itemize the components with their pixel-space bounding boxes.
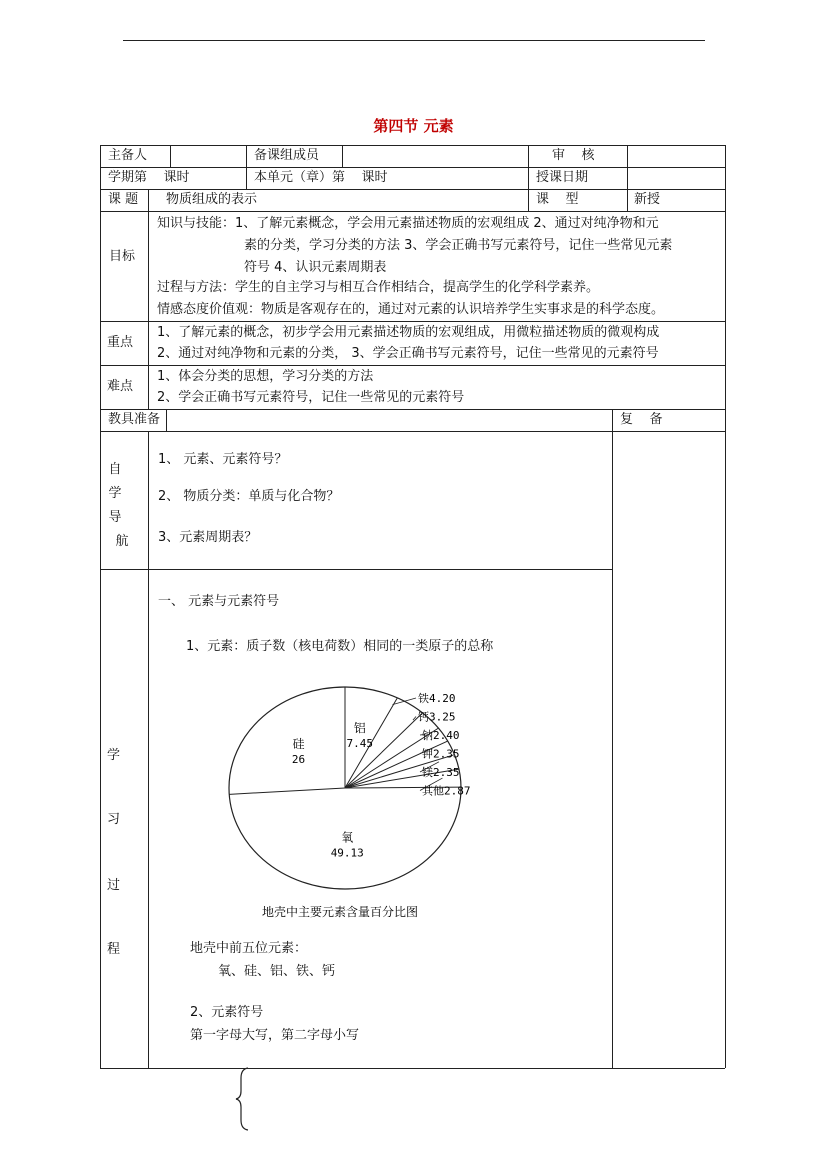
self-study-item-3: 3、元素周期表？ <box>158 530 258 545</box>
semester-label: 学期第 课时 <box>108 170 190 185</box>
date-label: 授课日期 <box>536 170 589 185</box>
learning-label-4: 程 <box>107 942 121 957</box>
pie-label-铁: 铁4.20 <box>418 692 456 705</box>
brace-icon <box>234 1066 254 1132</box>
learning-label-3: 过 <box>107 878 121 893</box>
pie-label-value-氧: 49.13 <box>330 846 364 860</box>
crust-element-pie-chart <box>225 680 525 920</box>
pie-label-name-硅: 硅 <box>292 736 305 751</box>
pie-label-钙: 钙3.25 <box>418 710 456 724</box>
goals-label: 目标 <box>108 249 135 264</box>
self-study-item-2: 2、 物质分类：单质与化合物？ <box>158 489 340 504</box>
goal-knowledge-1: 知识与技能：1、了解元素概念，学会用元素描述物质的宏观组成 2、通过对纯净物和元 <box>157 216 659 231</box>
pie-label-镁: 镁2.35 <box>422 766 460 779</box>
self-study-item-1: 1、 元素、元素符号？ <box>158 452 288 467</box>
difficulty-line-2: 2、学会正确书写元素符号，记住一些常见的元素符号 <box>157 390 465 405</box>
type-label: 课 型 <box>536 192 579 207</box>
top5-list: 氧、硅、铝、铁、钙 <box>218 964 336 979</box>
pie-label-name-氧: 氧 <box>341 830 354 845</box>
symbol-title: 2、元素符号 <box>190 1005 264 1020</box>
header-rule <box>123 40 705 41</box>
learning-label-2: 习 <box>107 812 121 827</box>
group-label: 备课组成员 <box>254 148 320 163</box>
unit-label: 本单元（章）第 课时 <box>254 170 388 185</box>
preparer-label: 主备人 <box>108 148 148 163</box>
difficulties-label: 难点 <box>107 379 134 394</box>
pie-label-name-铝: 铝 <box>353 720 366 735</box>
review-label: 审 核 <box>552 148 595 163</box>
pie-slice-boundary-硅 <box>229 788 345 794</box>
element-definition: 1、元素：质子数（核电荷数）相同的一类原子的总称 <box>186 639 494 654</box>
keypoint-line-1: 1、了解元素的概念，初步学会用元素描述物质的宏观组成，用微粒描述物质的微观构成 <box>157 325 660 340</box>
learning-label-1: 学 <box>107 748 121 763</box>
pie-callout-铁 <box>393 698 416 705</box>
chart-title: 地壳中主要元素含量百分比图 <box>262 905 419 919</box>
self-study-label: 自 学 导 航 <box>108 462 129 549</box>
section-heading: 一、 元素与元素符号 <box>158 594 280 609</box>
keypoint-line-2: 2、通过对纯净物和元素的分类， 3、学会正确书写元素符号，记住一些常见的元素符号 <box>157 346 659 361</box>
pie-label-value-铝: 7.45 <box>346 736 374 750</box>
goal-emotion: 情感态度价值观：物质是客观存在的，通过对元素的认识培养学生实事求是的科学态度。 <box>157 302 665 317</box>
pie-label-钠: 钠2.40 <box>422 729 460 742</box>
topic-label: 课 题 <box>108 192 139 207</box>
pie-label-其他: 其他2.87 <box>422 784 471 798</box>
pie-label-钾: 钾2.35 <box>422 747 460 761</box>
pie-label-value-硅: 26 <box>291 752 306 766</box>
type-value: 新授 <box>634 192 661 207</box>
tools-label: 教具准备 <box>108 412 161 427</box>
topic-value: 物质组成的表示 <box>166 192 258 207</box>
keypoints-label: 重点 <box>107 335 134 350</box>
goal-process: 过程与方法：学生的自主学习与相互合作相结合，提高学生的化学科学素养。 <box>157 280 600 295</box>
top5-title: 地壳中前五位元素： <box>190 941 308 956</box>
symbol-rule: 第一字母大写，第二字母小写 <box>190 1028 360 1043</box>
page-title: 第四节 元素 <box>373 117 454 135</box>
goal-knowledge-3: 符号 4、认识元素周期表 <box>244 260 387 275</box>
review-column-label: 复 备 <box>620 412 663 427</box>
difficulty-line-1: 1、体会分类的思想，学习分类的方法 <box>157 369 374 384</box>
goal-knowledge-2: 素的分类，学习分类的方法 3、学会正确书写元素符号，记住一些常见元素 <box>244 238 673 253</box>
